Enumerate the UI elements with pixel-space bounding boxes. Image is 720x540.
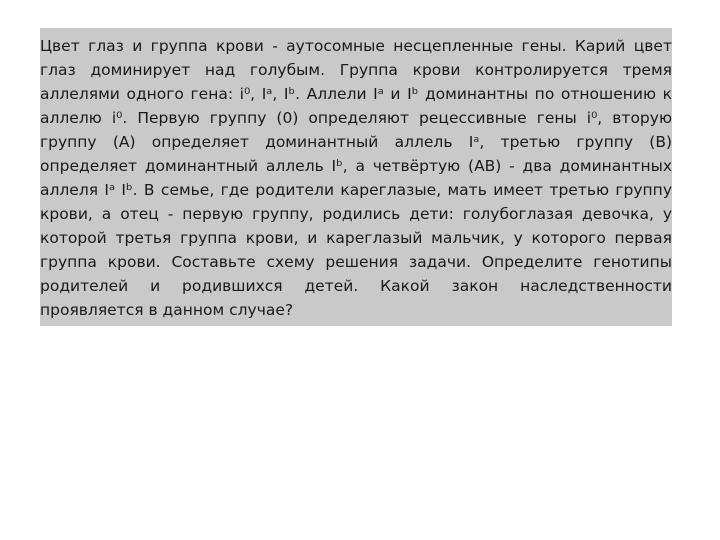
text-line-4: аллелю i⁰. Первую группу (0) определяют рецессивные гены i⁰, вторую	[40, 109, 672, 127]
task-text-block	[40, 28, 672, 326]
text-line-5: группу (А) определяет доминантный аллель Iᵃ, третью группу (В)	[40, 133, 672, 151]
text-line-8: крови, а отец - первую группу, родились дети: голубоглазая девочка, у	[40, 205, 672, 223]
text-line-11: родителей и родившихся детей. Какой закон наследственности	[40, 277, 672, 295]
text-line-2: глаз доминирует над голубым. Группа крови контролируется тремя	[40, 61, 672, 79]
text-line-1: Цвет глаз и группа крови - аутосомные несцепленные гены. Карий цвет	[40, 37, 672, 55]
text-line-10: группа крови. Составьте схему решения задачи. Определите генотипы	[40, 253, 672, 271]
text-line-3: аллелями одного гена: i⁰, Iᵃ, Iᵇ. Аллели Iᵃ и Iᵇ доминантны по отношению к	[40, 85, 672, 103]
text-line-6: определяет доминантный аллель Iᵇ, а четвёртую (АВ) - два доминантных	[40, 157, 672, 175]
text-line-7: аллеля Iᵃ Iᵇ. В семье, где родители кареглазые, мать имеет третью группу	[40, 181, 672, 199]
text-line-9: которой третья группа крови, и кареглазый мальчик, у которого первая	[40, 229, 672, 247]
text-line-12: проявляется в данном случае?	[40, 301, 294, 319]
